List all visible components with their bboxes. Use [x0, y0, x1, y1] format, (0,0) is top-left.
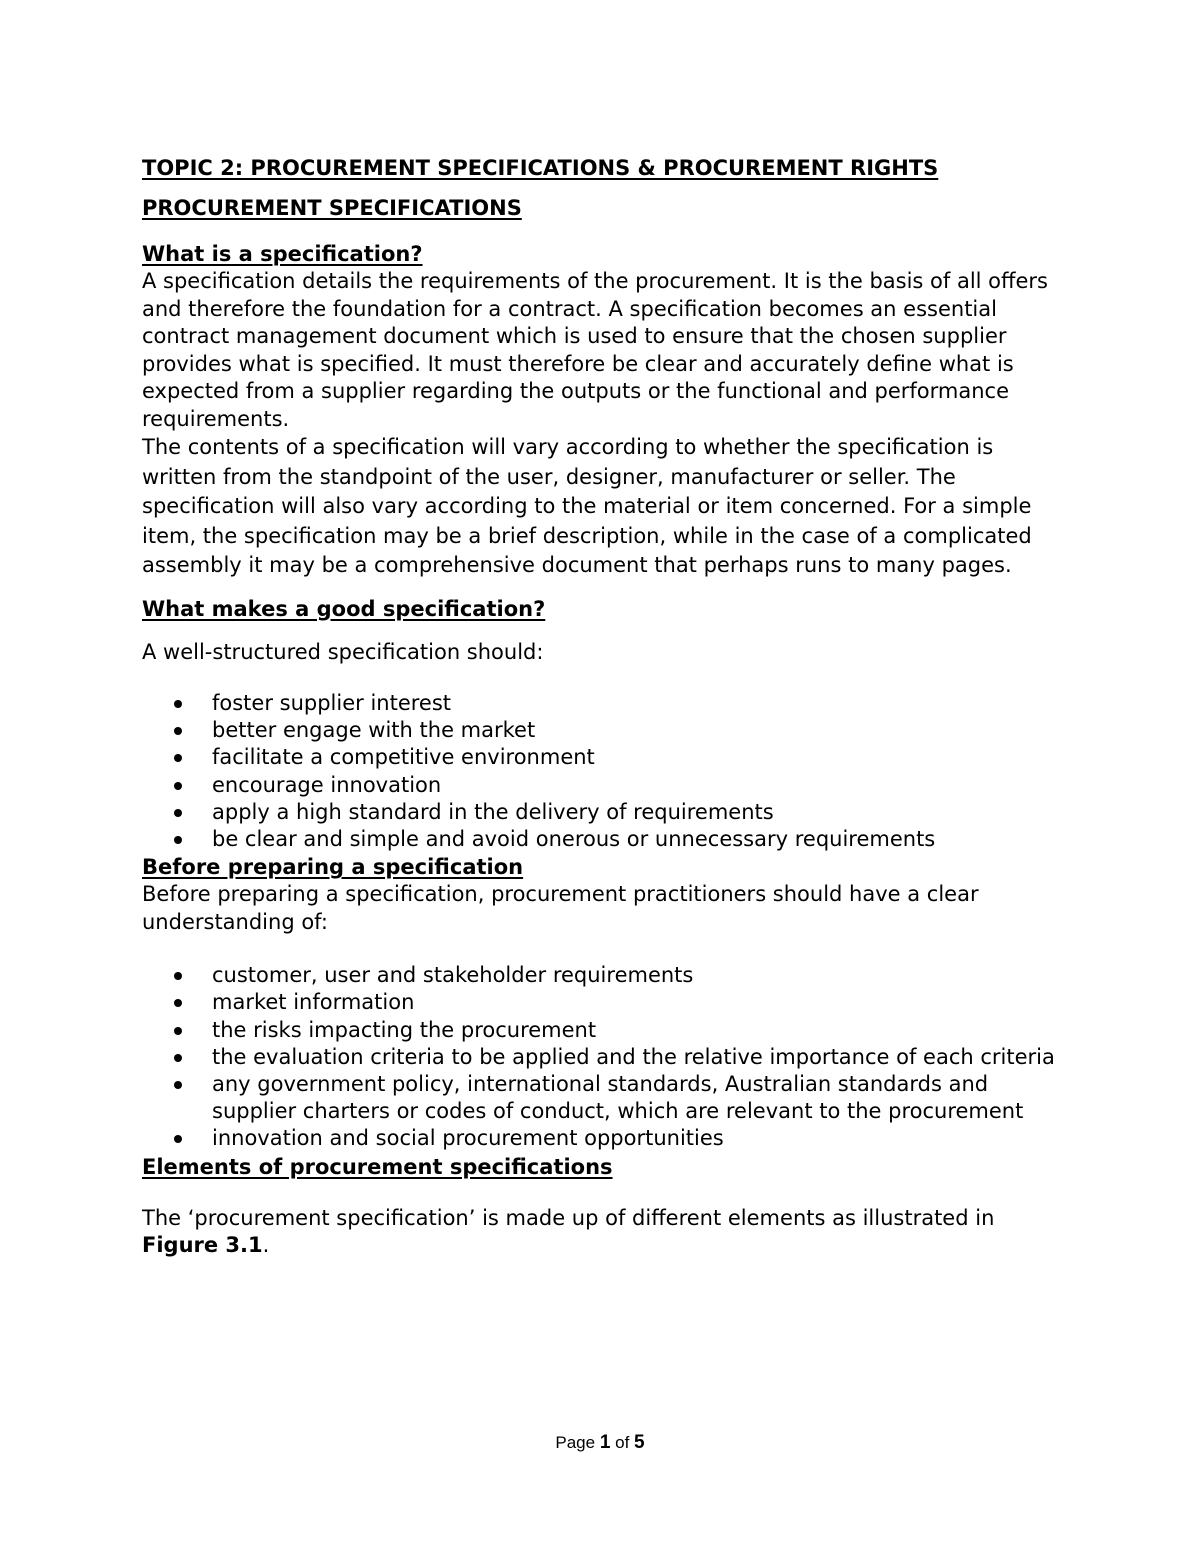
- bullet-icon: [174, 754, 182, 762]
- bullet-icon: [174, 999, 182, 1007]
- page-total: 5: [634, 1432, 645, 1453]
- section-title: PROCUREMENT SPECIFICATIONS: [142, 196, 522, 220]
- page-footer: [0, 1432, 1200, 1454]
- bullet-icon: [174, 727, 182, 735]
- what-is-heading: What is a specification?: [142, 242, 423, 266]
- list-item: innovation and social procurement opportunities: [142, 1125, 1072, 1152]
- list-item: apply a high standard in the delivery of requirements: [142, 799, 1072, 826]
- before-heading: Before preparing a specification: [142, 855, 524, 880]
- list-item: foster supplier interest: [142, 690, 1072, 717]
- list-item: the risks impacting the procurement: [142, 1017, 1072, 1044]
- list-item: encourage innovation: [142, 772, 1072, 799]
- elements-heading: Elements of procurement specifications: [142, 1154, 613, 1179]
- list-item: be clear and simple and avoid onerous or unnecessary requirements: [142, 826, 1072, 853]
- bullet-icon: [174, 1135, 182, 1143]
- bullet-icon: [174, 700, 182, 708]
- list-item: facilitate a competitive environment: [142, 744, 1072, 771]
- of-label: of: [615, 1433, 630, 1452]
- figure-reference: Figure 3.1: [142, 1233, 263, 1258]
- good-spec-intro: A well-structured specification should:: [142, 639, 544, 664]
- good-spec-list: [142, 690, 1072, 853]
- list-item: customer, user and stakeholder requirements: [142, 962, 1072, 989]
- list-item: market information: [142, 989, 1072, 1016]
- good-spec-heading: What makes a good specification?: [142, 596, 546, 621]
- what-is-paragraph-1: A specification details the requirements of the procurement. It is the basis of all offers and therefore the foundation for a contract. A specification becomes an essential contract management document which is used to ensure that the chosen supplier provides what is specified. It must therefore be clear and accurately define what is expected from a supplier regarding the outputs or the functional and performance requirements.: [142, 269, 1048, 431]
- elements-paragraph: The ‘procurement specification’ is made up of different elements as illustrated in Figure 3.1.: [142, 1205, 995, 1258]
- bullet-icon: [174, 1027, 182, 1035]
- list-item: the evaluation criteria to be applied and the relative importance of each criteria: [142, 1044, 1072, 1071]
- what-is-paragraph-2: The contents of a specification will vary according to whether the specification is written from the standpoint of the user, designer, manufacturer or seller. The specification will also vary according to the material or item concerned. For a simple item, the specification may be a brief description, while in the case of a complicated assembly it may be a comprehensive document that perhaps runs to many pages.: [142, 435, 1032, 577]
- bullet-icon: [174, 972, 182, 980]
- page-label: Page: [555, 1433, 596, 1452]
- list-item: any government policy, international standards, Australian standards and supplier charters or codes of conduct, which are relevant to the procurement: [142, 1071, 1072, 1125]
- bullet-icon: [174, 1054, 182, 1062]
- bullet-icon: [174, 836, 182, 844]
- bullet-icon: [174, 1081, 182, 1089]
- bullet-icon: [174, 809, 182, 817]
- before-list: [142, 962, 1072, 1152]
- document-body: [142, 152, 1072, 1260]
- page-number: 1: [599, 1432, 611, 1453]
- topic-title: TOPIC 2: PROCUREMENT SPECIFICATIONS & PROCUREMENT RIGHTS: [142, 156, 939, 180]
- list-item: better engage with the market: [142, 717, 1072, 744]
- bullet-icon: [174, 782, 182, 790]
- before-intro: Before preparing a specification, procurement practitioners should have a clear understanding of:: [142, 882, 979, 934]
